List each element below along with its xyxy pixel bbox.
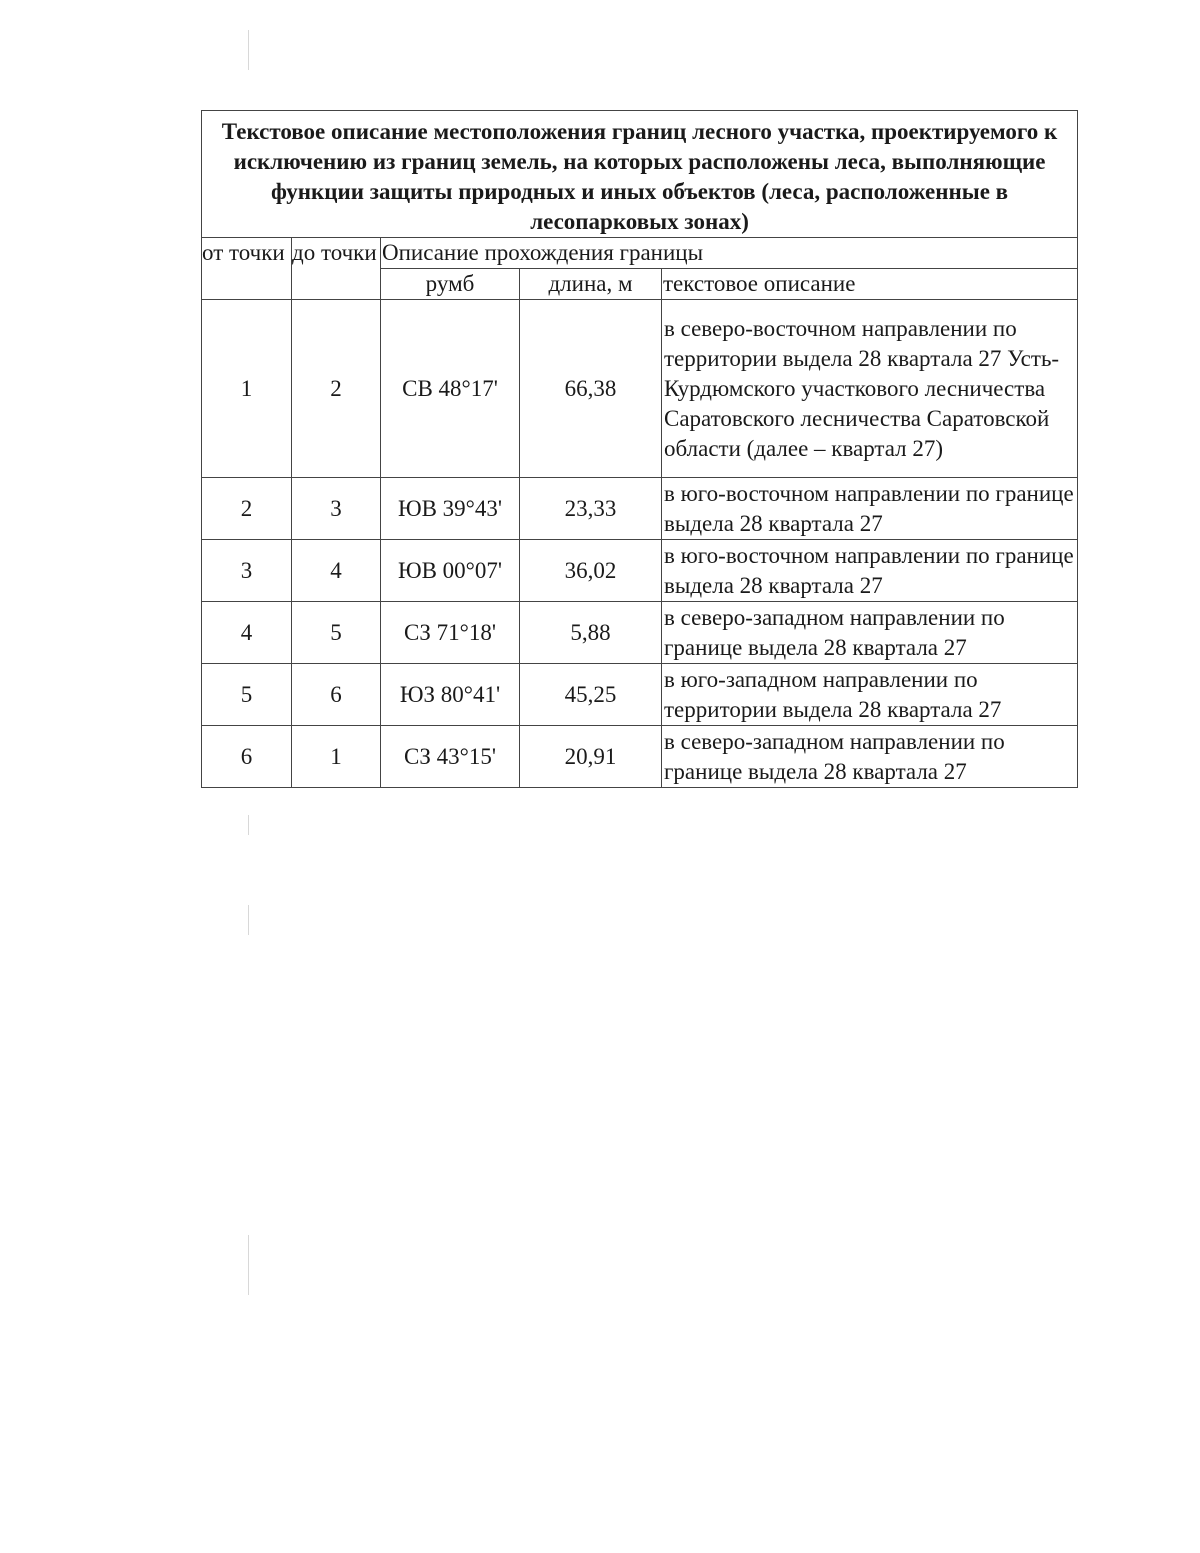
cell-from: 1 (202, 300, 292, 478)
scan-artifact (248, 1235, 249, 1295)
cell-bearing: ЮЗ 80°41' (381, 664, 520, 726)
cell-bearing: ЮВ 00°07' (381, 540, 520, 602)
scan-artifact (248, 905, 249, 935)
cell-description: в юго-восточном направлении по границе выдела 28 квартала 27 (662, 540, 1078, 602)
cell-from: 4 (202, 602, 292, 664)
cell-description: в северо-западном направлении по границе выдела 28 квартала 27 (662, 726, 1078, 788)
cell-to: 3 (292, 478, 381, 540)
scan-artifact (248, 815, 249, 835)
table-row (202, 300, 1078, 478)
table-row (202, 726, 1078, 788)
header-row-1 (202, 238, 1078, 269)
cell-to: 5 (292, 602, 381, 664)
cell-from: 3 (202, 540, 292, 602)
cell-to: 2 (292, 300, 381, 478)
header-from-point: от точки (202, 238, 292, 300)
cell-length: 66,38 (520, 300, 662, 478)
cell-from: 2 (202, 478, 292, 540)
table-row (202, 540, 1078, 602)
table-row (202, 664, 1078, 726)
cell-length: 36,02 (520, 540, 662, 602)
table-title-row (202, 111, 1078, 238)
cell-to: 1 (292, 726, 381, 788)
cell-bearing: ЮВ 39°43' (381, 478, 520, 540)
header-length: длина, м (520, 269, 662, 300)
scan-artifact (248, 30, 249, 70)
cell-description: в юго-восточном направлении по границе выдела 28 квартала 27 (662, 478, 1078, 540)
cell-bearing: СВ 48°17' (381, 300, 520, 478)
cell-bearing: СЗ 71°18' (381, 602, 520, 664)
table-row (202, 478, 1078, 540)
cell-length: 23,33 (520, 478, 662, 540)
cell-from: 5 (202, 664, 292, 726)
header-bearing: румб (381, 269, 520, 300)
cell-length: 45,25 (520, 664, 662, 726)
cell-to: 4 (292, 540, 381, 602)
cell-to: 6 (292, 664, 381, 726)
cell-length: 20,91 (520, 726, 662, 788)
cell-from: 6 (202, 726, 292, 788)
cell-description: в юго-западном направлении по территории выдела 28 квартала 27 (662, 664, 1078, 726)
header-text-description: текстовое описание (662, 269, 1078, 300)
table-title: Текстовое описание местоположения границ лесного участка, проектируемого к исключению из границ земель, на которых расположены леса, выполняющие функции защиты природных и иных объектов (леса, расположенные в лесопарковых зонах) (202, 111, 1078, 238)
cell-description: в северо-восточном направлении по территории выдела 28 квартала 27 Усть-Курдюмского участкового лесничества Саратовского лесничества Саратовской области (далее – квартал 27) (662, 300, 1078, 478)
cell-length: 5,88 (520, 602, 662, 664)
header-boundary-group: Описание прохождения границы (381, 238, 1078, 269)
table-row (202, 602, 1078, 664)
header-to-point: до точки (292, 238, 381, 300)
cell-bearing: СЗ 43°15' (381, 726, 520, 788)
boundary-description-table (201, 110, 1078, 788)
cell-description: в северо-западном направлении по границе выдела 28 квартала 27 (662, 602, 1078, 664)
